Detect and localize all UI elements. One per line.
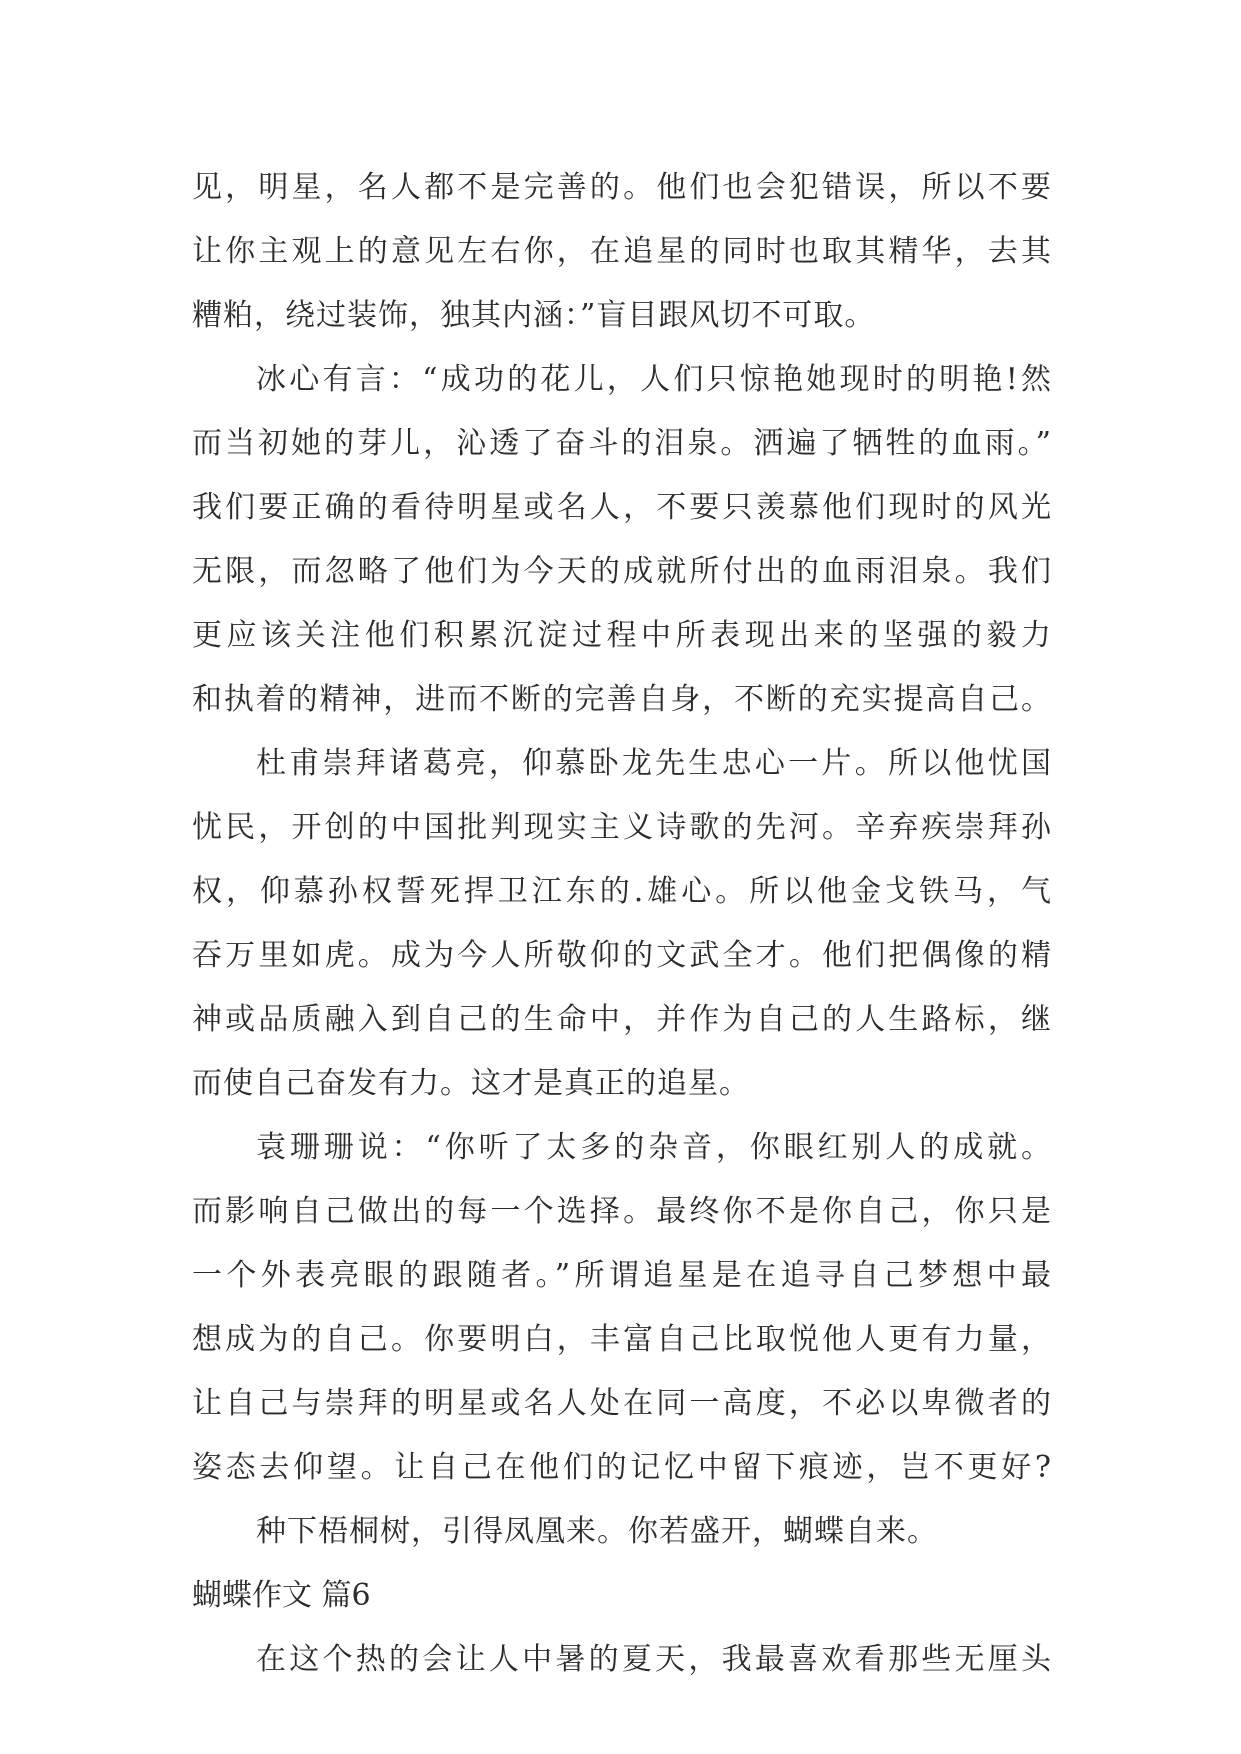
text-line: 一个外表亮眼的跟随者。”所谓追星是在追寻自己梦想中最: [192, 1258, 1052, 1293]
paragraph-first-line: 在这个热的会让人中暑的夏天，我最喜欢看那些无厘头: [256, 1642, 1052, 1677]
text-line: 权，仰慕孙权誓死捍卫江东的.雄心。所以他金戈铁马，气: [192, 874, 1052, 909]
text-line: 我们要正确的看待明星或名人，不要只羡慕他们现时的风光: [192, 490, 1052, 525]
text-line: 无限，而忽略了他们为今天的成就所付出的血雨泪泉。我们: [192, 554, 1052, 589]
text-line: 姿态去仰望。让自己在他们的记忆中留下痕迹，岂不更好?: [192, 1450, 1052, 1485]
text-line: 忧民，开创的中国批判现实主义诗歌的先河。辛弃疾崇拜孙: [192, 810, 1052, 845]
document-body: [192, 156, 1052, 1692]
text-line: 糟粕，绕过装饰，独其内涵：”盲目跟风切不可取。: [192, 298, 876, 333]
text-line: 而影响自己做出的每一个选择。最终你不是你自己，你只是: [192, 1194, 1052, 1229]
paragraph-first-line: 冰心有言：“成功的花儿，人们只惊艳她现时的明艳!然: [256, 362, 1052, 397]
section-heading: 蝴蝶作文 篇6: [192, 1578, 371, 1613]
text-line: 让你主观上的意见左右你，在追星的同时也取其精华，去其: [192, 234, 1052, 269]
text-line: 和执着的精神，进而不断的完善自身，不断的充实提高自己。: [192, 682, 1052, 717]
paragraph-first-line: 杜甫崇拜诸葛亮，仰慕卧龙先生忠心一片。所以他忧国: [256, 746, 1052, 781]
text-line: 吞万里如虎。成为今人所敬仰的文武全才。他们把偶像的精: [192, 938, 1052, 973]
text-line: 见，明星，名人都不是完善的。他们也会犯错误，所以不要: [192, 170, 1052, 205]
paragraph-first-line: 袁珊珊说：“你听了太多的杂音，你眼红别人的成就。: [256, 1130, 1052, 1165]
text-line: 让自己与崇拜的明星或名人处在同一高度，不必以卑微者的: [192, 1386, 1052, 1421]
text-line: 而使自己奋发有力。这才是真正的追星。: [192, 1066, 750, 1101]
text-line: 更应该关注他们积累沉淀过程中所表现出来的坚强的毅力: [192, 618, 1052, 653]
paragraph-first-line: 种下梧桐树，引得凤凰来。你若盛开，蝴蝶自来。: [256, 1514, 938, 1549]
text-line: 而当初她的芽儿，沁透了奋斗的泪泉。洒遍了牺牲的血雨。”: [192, 426, 1052, 461]
text-line: 神或品质融入到自己的生命中，并作为自己的人生路标，继: [192, 1002, 1052, 1037]
text-line: 想成为的自己。你要明白，丰富自己比取悦他人更有力量，: [192, 1322, 1052, 1357]
